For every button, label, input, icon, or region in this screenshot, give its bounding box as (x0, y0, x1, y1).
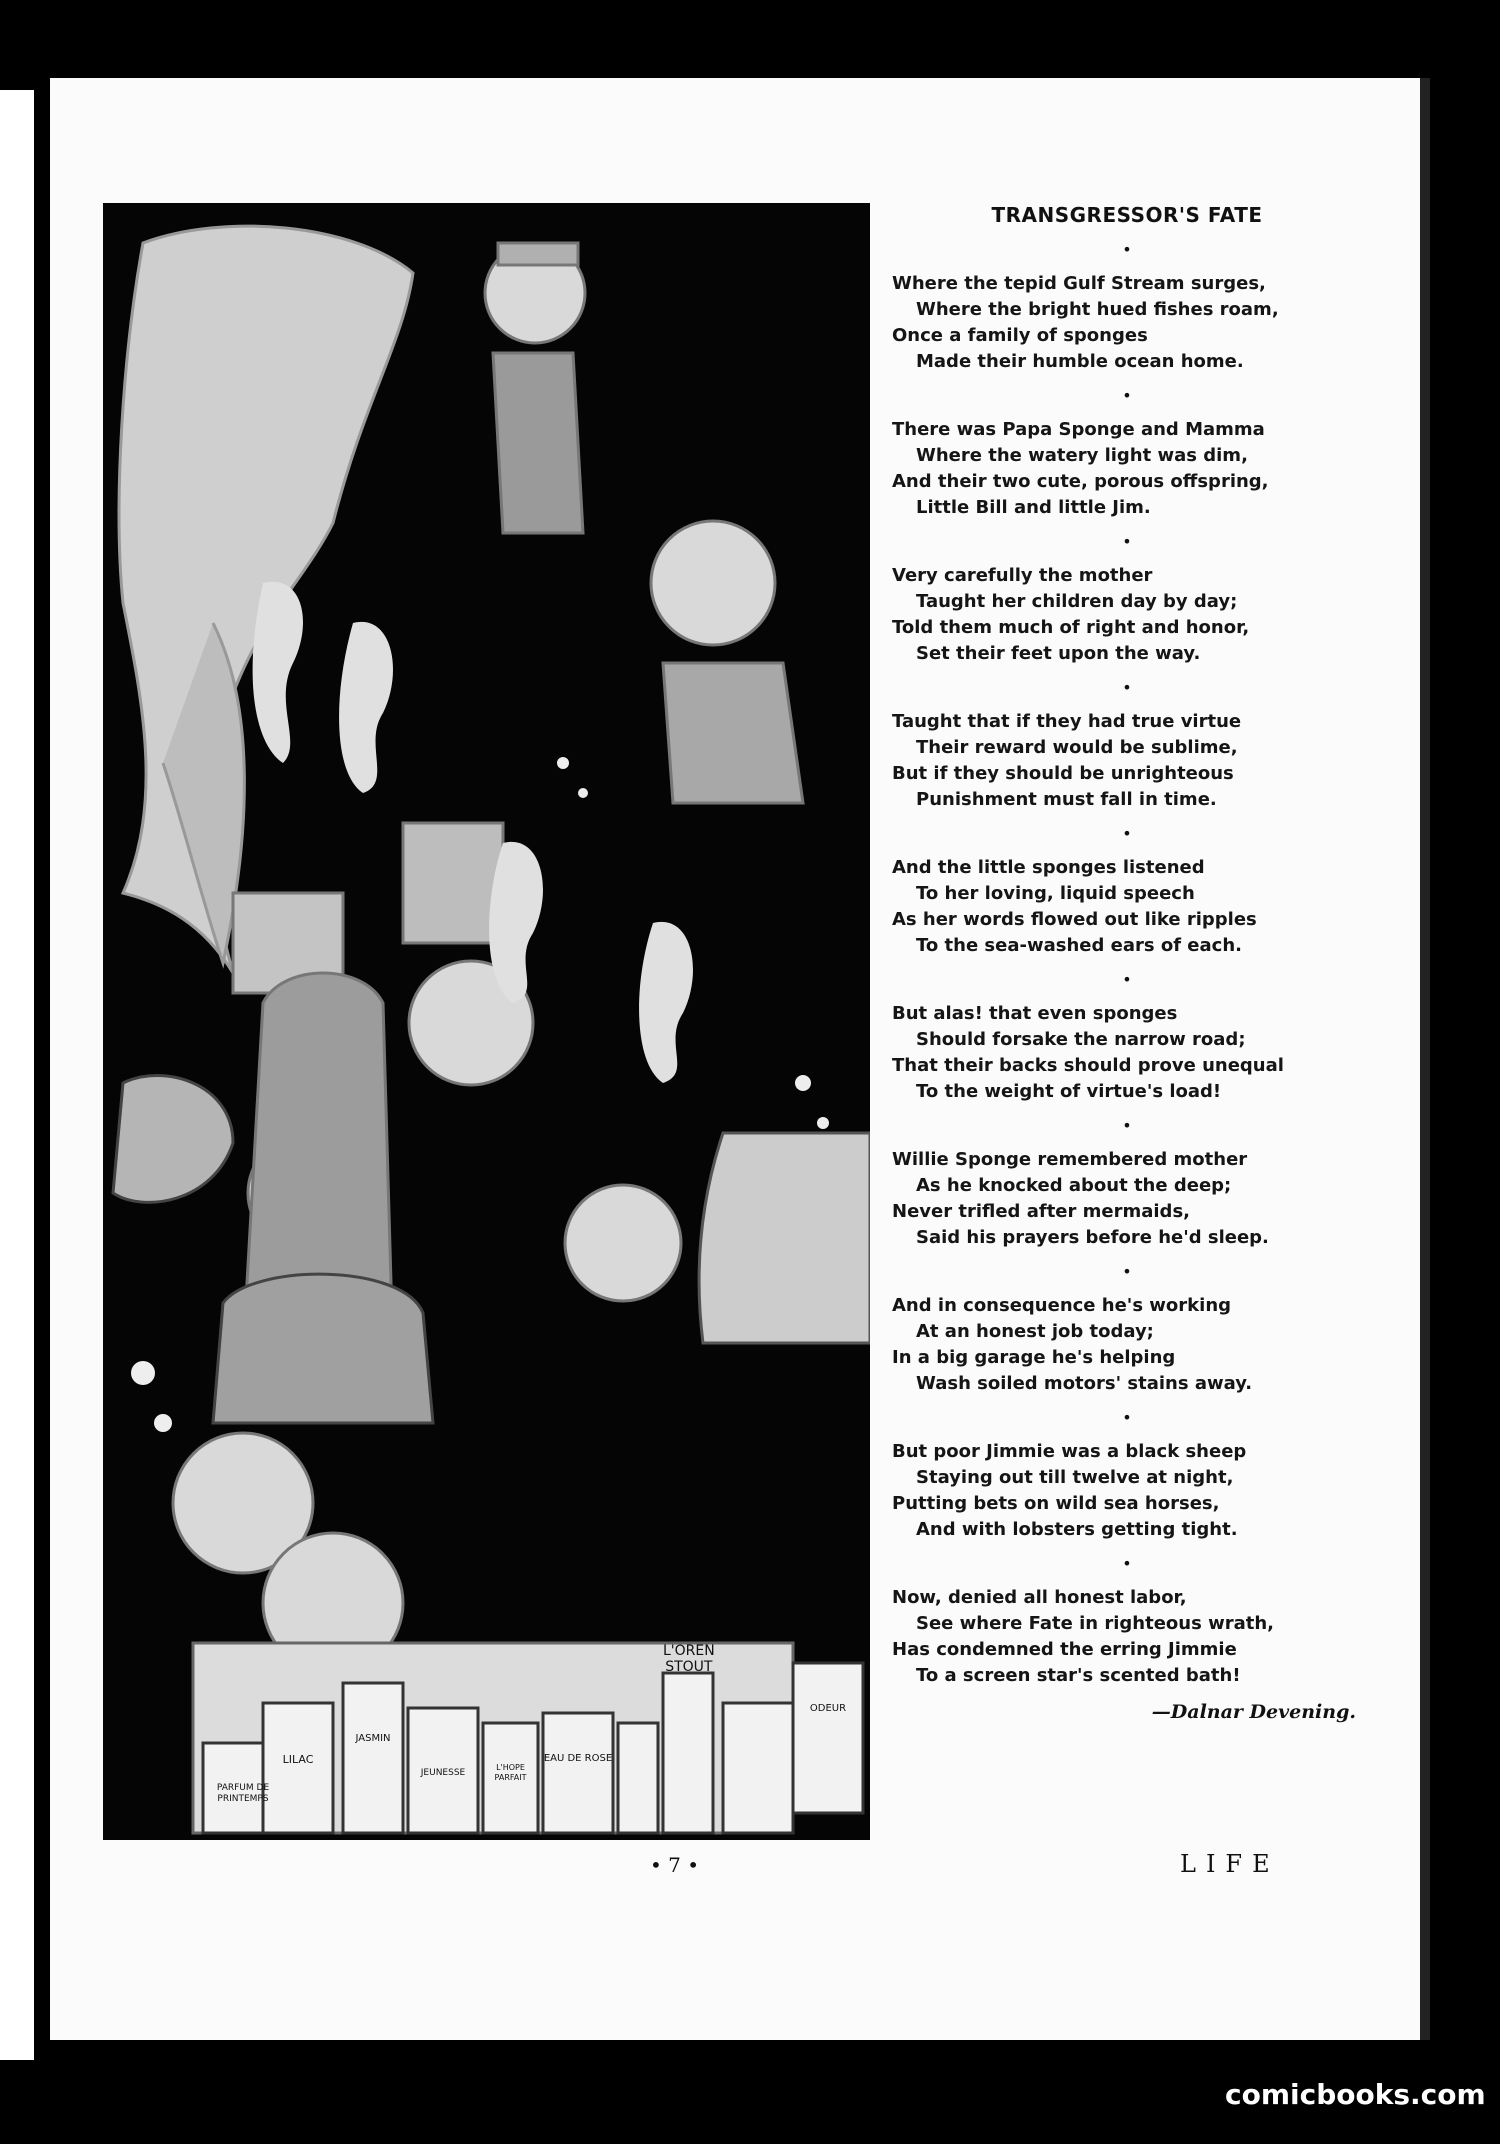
poem-line: And with lobsters getting tight. (916, 1519, 1238, 1540)
stanza-separator: • (1122, 1262, 1132, 1281)
stanza (892, 1585, 1362, 1689)
poem-line: But if they should be unrighteous (892, 763, 1234, 784)
poem-line: Their reward would be sublime, (916, 737, 1238, 758)
bottle-label-jeunesse: JEUNESSE (420, 1768, 466, 1778)
poem-line: Wash soiled motors' stains away. (916, 1373, 1253, 1394)
stanza-separator: • (1122, 532, 1132, 551)
poem-line: Taught that if they had true virtue (892, 711, 1242, 732)
stanza-separator: • (1122, 678, 1132, 697)
poem-line: Made their humble ocean home. (916, 351, 1244, 372)
bottle-label-lhope: L'HOPE PARFAIT (494, 1763, 527, 1782)
poem-line: Now, denied all honest labor, (892, 1587, 1187, 1608)
poem-line: And in consequence he's working (892, 1295, 1232, 1316)
car-figure (699, 1133, 870, 1343)
poem-line: As he knocked about the deep; (916, 1175, 1232, 1196)
poem-line: To her loving, liquid speech (916, 883, 1195, 904)
poem-line: And the little sponges listened (892, 857, 1205, 878)
stanza (892, 417, 1362, 521)
poem-column (892, 203, 1362, 1723)
poem-line: In a big garage he's helping (892, 1347, 1176, 1368)
poem-line: Where the watery light was dim, (916, 445, 1248, 466)
bottle-label-lilac: LILAC (282, 1753, 314, 1766)
poem-line: Said his prayers before he'd sleep. (916, 1227, 1269, 1248)
stanza (892, 855, 1362, 959)
magazine-page (50, 78, 1430, 2040)
poem-line: As her words flowed out like ripples (892, 909, 1257, 930)
poem-line: Told them much of right and honor, (892, 617, 1250, 638)
poem-line: To a screen star's scented bath! (916, 1665, 1241, 1686)
bottle-label-jasmin: JASMIN (355, 1733, 391, 1744)
poem-title: TRANSGRESSOR'S FATE (991, 203, 1263, 227)
poem-line: Set their feet upon the way. (916, 643, 1201, 664)
poem-line: But poor Jimmie was a black sheep (892, 1441, 1247, 1462)
stanza-separator: • (1122, 824, 1132, 843)
stanza-separator: • (1122, 1554, 1132, 1573)
stanza (892, 1293, 1362, 1397)
poem-line: Putting bets on wild sea horses, (892, 1493, 1220, 1514)
poem-line: And their two cute, porous offspring, (892, 471, 1269, 492)
bottle-label-eau-de-rose: EAU DE ROSE (543, 1753, 613, 1764)
artist-signature: L'OREN STOUT (663, 1643, 715, 1675)
poem-line: See where Fate in righteous wrath, (916, 1613, 1274, 1634)
poem-author-signature: —Dalnar Devening. (1151, 1701, 1356, 1723)
stanza (892, 563, 1362, 667)
poem-line: Never trifled after mermaids, (892, 1201, 1190, 1222)
stanza (892, 271, 1362, 375)
bottle-label-odeur: ODEUR (809, 1703, 847, 1714)
adjacent-page-edge (0, 90, 34, 2060)
bottle-label-parfum: PARFUM DE PRINTEMPS (216, 1783, 270, 1804)
site-watermark: comicbooks.com (1225, 2078, 1486, 2111)
poem-line: Should forsake the narrow road; (916, 1029, 1246, 1050)
poem-line: Very carefully the mother (892, 565, 1153, 586)
poem-line: Taught her children day by day; (916, 591, 1238, 612)
page-number: • 7 • (650, 1853, 700, 1877)
cartoon-illustration (103, 203, 870, 1840)
stanza-separator: • (1122, 1408, 1132, 1427)
poem-line: At an honest job today; (916, 1321, 1154, 1342)
poem-line: To the weight of virtue's load! (916, 1081, 1222, 1102)
poem-line: Once a family of sponges (892, 325, 1148, 346)
poem-line: Where the tepid Gulf Stream surges, (892, 273, 1266, 294)
stanza-separator: • (1122, 1116, 1132, 1135)
stanza-separator: • (1122, 240, 1132, 259)
stanza (892, 1147, 1362, 1251)
stanza (892, 709, 1362, 813)
poem-line: Has condemned the erring Jimmie (892, 1639, 1237, 1660)
poem-line: Punishment must fall in time. (916, 789, 1217, 810)
poem-line: That their backs should prove unequal (892, 1055, 1284, 1076)
poem-line: But alas! that even sponges (892, 1003, 1178, 1024)
poem-line: Little Bill and little Jim. (916, 497, 1151, 518)
stanza (892, 1001, 1362, 1105)
poem-line: Where the bright hued fishes roam, (916, 299, 1279, 320)
poem-line: To the sea-washed ears of each. (916, 935, 1242, 956)
poem-line: There was Papa Sponge and Mamma (892, 419, 1265, 440)
poem-line: Staying out till twelve at night, (916, 1467, 1234, 1488)
magazine-name: LIFE (1180, 1850, 1280, 1878)
stanza-separator: • (1122, 970, 1132, 989)
poem-line: Willie Sponge remembered mother (892, 1149, 1248, 1170)
stanza-separator: • (1122, 386, 1132, 405)
stanza (892, 1439, 1362, 1543)
illustration-drawing (103, 203, 870, 1840)
